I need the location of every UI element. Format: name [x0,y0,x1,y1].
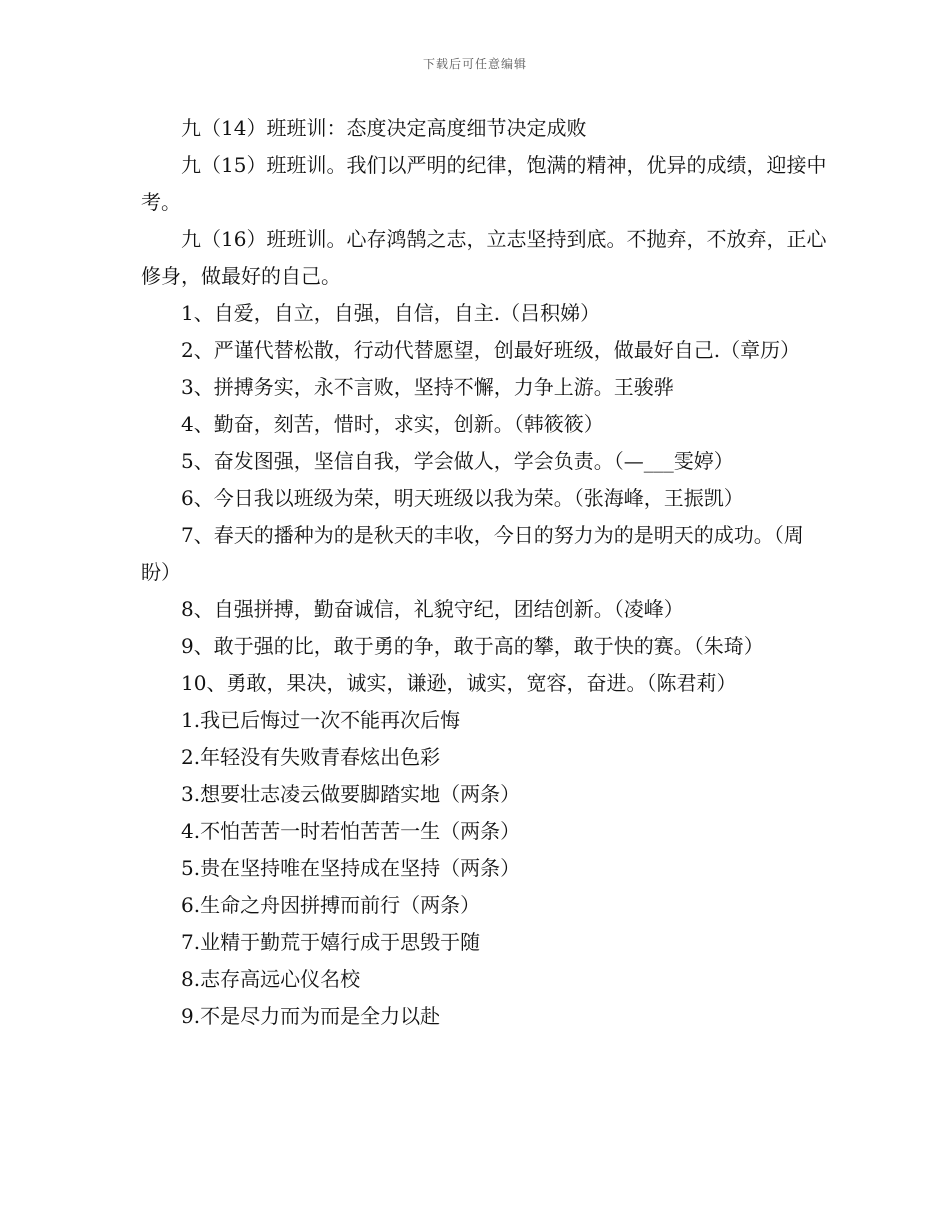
slogan-list-item: 5.贵在坚持唯在坚持成在坚持（两条） [181,856,521,880]
motto-list-item: 2、严谨代替松散，行动代替愿望，创最好班级，做最好自己.（章历） [181,338,801,362]
motto-list-item: 3、拼搏务实，永不言败，坚持不懈，力争上游。王骏骅 [181,375,674,399]
slogan-list-item: 6.生命之舟因拼搏而前行（两条） [181,893,481,917]
motto-list-item: 5、奋发图强，坚信自我，学会做人，学会负责。（—___雯婷） [181,449,734,473]
motto-list-item: 4、勤奋，刻苦，惜时，求实，创新。（韩筱筱） [181,412,604,436]
motto-list-item: 7、春天的播种为的是秋天的丰收，今日的努力为的是明天的成功。（周盼） [141,523,804,584]
slogan-list-item: 7.业精于勤荒于嬉行成于思毁于随 [181,930,481,954]
class-motto-paragraph: 九（15）班班训。我们以严明的纪律，饱满的精神，优异的成绩，迎接中考。 [141,153,827,214]
slogan-list-item: 3.想要壮志凌云做要脚踏实地（两条） [181,782,521,806]
motto-list-item: 1、自爱，自立，自强，自信，自主.（吕积娣） [181,301,601,325]
motto-list-item: 8、自强拼搏，勤奋诚信，礼貌守纪，团结创新。（凌峰） [181,597,684,621]
slogan-list-item: 8.志存高远心仪名校 [181,967,361,991]
slogan-list-item: 4.不怕苦苦一时若怕苦苦一生（两条） [181,819,521,843]
motto-list-item: 9、敢于强的比，敢于勇的争，敢于高的攀，敢于快的赛。（朱琦） [181,634,764,658]
class-motto-paragraph: 九（14）班班训：态度决定高度细节决定成败 [181,116,587,140]
slogan-list-item: 9.不是尽力而为而是全力以赴 [181,1004,441,1028]
slogan-list-item: 1.我已后悔过一次不能再次后悔 [181,708,461,732]
motto-list-item: 6、今日我以班级为荣，明天班级以我为荣。（张海峰，王振凯） [181,486,744,510]
page-header-note: 下载后可任意编辑 [422,57,527,71]
motto-list-item: 10、勇敢，果决，诚实，谦逊，诚实，宽容，奋进。（陈君莉） [181,671,737,695]
class-motto-paragraph: 九（16）班班训。心存鸿鹄之志，立志坚持到底。不抛弃，不放弃，正心修身，做最好的自己。 [141,227,827,288]
document-body [141,110,831,1035]
slogan-list-item: 2.年轻没有失败青春炫出色彩 [181,745,441,769]
